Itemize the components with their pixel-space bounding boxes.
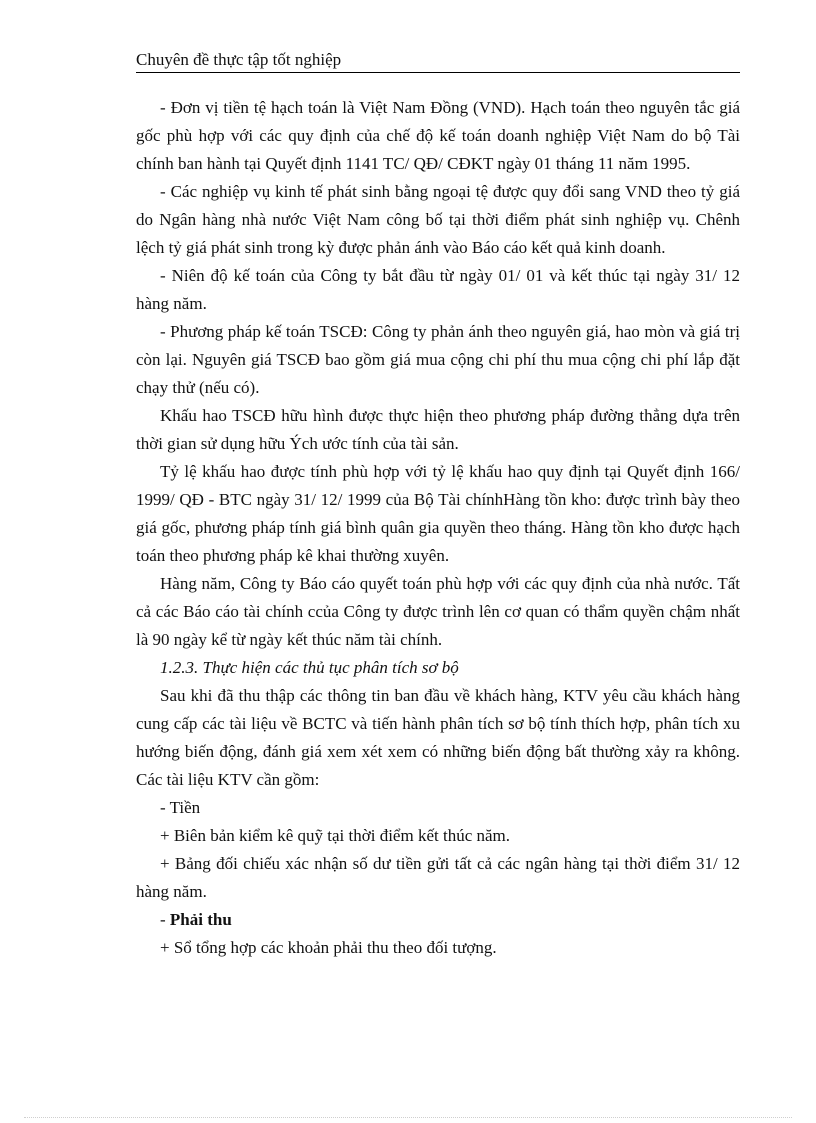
list-item-bank-reconciliation: + Bảng đối chiếu xác nhận số dư tiền gửi tất cả các ngân hàng tại thời điểm 31/ 12 hàng năm. [136,854,740,901]
paragraph-currency: - Đơn vị tiền tệ hạch toán là Việt Nam Đồng (VND). Hạch toán theo nguyên tắc giá gốc phù hợp với các quy định của chế độ kế toán doanh nghiệp Việt Nam do bộ Tài chính ban hành tại Quyết định 1141 TC/ QĐ/ CĐKT ngày 01 tháng 11 năm 1995. [136,98,740,173]
paragraph-annual-report: Hàng năm, Công ty Báo cáo quyết toán phù hợp với các quy định của nhà nước. Tất cả các Báo cáo tài chính ccủa Công ty được trình lên cơ quan có thẩm quyền chậm nhất là 90 ngày kể từ ngày kết thúc năm tài chính. [136,574,740,649]
list-item-receivables-label: Phải thu [169,910,232,929]
page-header [136,48,740,73]
list-item-cash [136,794,740,822]
list-item-receivables [136,906,740,934]
paragraph-fixed-assets: - Phương pháp kế toán TSCĐ: Công ty phản ánh theo nguyên giá, hao mòn và giá trị còn lại. Nguyên giá TSCĐ bao gồm giá mua cộng chi phí thu mua cộng chi phí lắp đặt chạy thử (nếu có). [136,322,740,397]
list-item-cash-prefix: - [160,798,170,817]
paragraph-fiscal-year: - Niên độ kế toán của Công ty bắt đầu từ ngày 01/ 01 và kết thúc tại ngày 31/ 12 hàng năm. [136,266,740,313]
list-item-receivables-prefix: - [160,910,170,929]
paragraph-foreign-currency: - Các nghiệp vụ kinh tế phát sinh bằng ngoại tệ được quy đổi sang VND theo tỷ giá do Ngân hàng nhà nước Việt Nam công bố tại thời điểm phát sinh nghiệp vụ. Chênh lệch tỷ giá phát sinh trong kỳ được phản ánh vào Báo cáo kết quả kinh doanh. [136,182,740,257]
paragraph-depreciation-rate: Tỷ lệ khấu hao được tính phù hợp với tỷ lệ khấu hao quy định tại Quyết định 166/ 1999/ QĐ - BTC ngày 31/ 12/ 1999 của Bộ Tài chínhHàng tồn kho: được trình bày theo giá gốc, phương pháp tính giá bình quân gia quyền theo tháng. Hàng tồn kho được hạch toán theo phương pháp kê khai thường xuyên. [136,462,740,565]
page-footer-divider [24,1117,792,1118]
list-item-cash-count: + Biên bản kiểm kê quỹ tại thời điểm kết thúc năm. [160,826,511,845]
list-item-cash-label: Tiền [169,798,201,817]
paragraph-preliminary-analysis: Sau khi đã thu thập các thông tin ban đầu về khách hàng, KTV yêu cầu khách hàng cung cấp các tài liệu về BCTC và tiến hành phân tích sơ bộ tính thích hợp, phân tích xu hướng biến động, đánh giá xem xét xem có những biến động bất thường xảy ra không. Các tài liệu KTV cần gồm: [136,686,740,789]
list-item-receivables-ledger: + Sổ tổng hợp các khoản phải thu theo đối tượng. [160,938,497,957]
paragraph-depreciation: Khấu hao TSCĐ hữu hình được thực hiện theo phương pháp đường thẳng dựa trên thời gian sử dụng hữu Ých ước tính của tài sản. [136,406,740,453]
document-title: Chuyên đề thực tập tốt nghiệp [136,50,342,69]
document-body [136,94,740,962]
section-heading: 1.2.3. Thực hiện các thủ tục phân tích sơ bộ [160,658,459,677]
